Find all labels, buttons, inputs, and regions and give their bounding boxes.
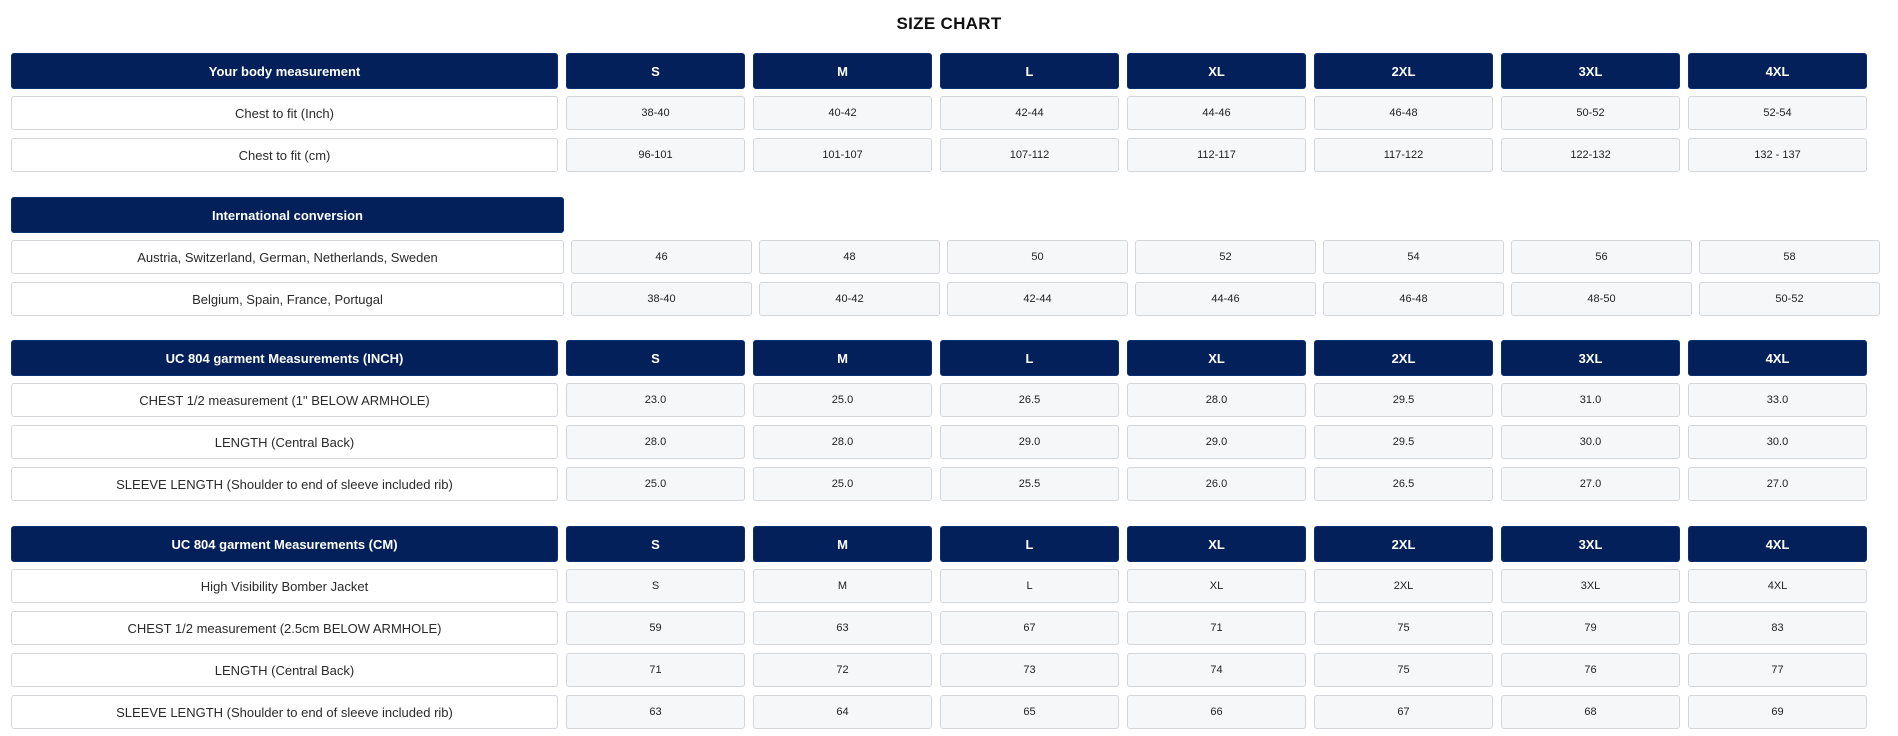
table-cell: 54 (1323, 240, 1504, 274)
table-cell: 69 (1688, 695, 1867, 729)
table-row (11, 610, 1884, 646)
table-cell: 31.0 (1501, 383, 1680, 417)
row-label: High Visibility Bomber Jacket (11, 569, 558, 603)
size-headers (566, 340, 1867, 376)
table-cell: S (566, 569, 745, 603)
table-cell: 26.5 (940, 383, 1119, 417)
page-title: SIZE CHART (896, 14, 1002, 33)
table-row (11, 568, 1884, 604)
row-label: SLEEVE LENGTH (Shoulder to end of sleeve included rib) (11, 695, 558, 729)
table-cell: 77 (1688, 653, 1867, 687)
size-header: 3XL (1501, 526, 1680, 562)
table-cell: 44-46 (1135, 282, 1316, 316)
size-header: XL (1127, 53, 1306, 89)
table-cell: 132 - 137 (1688, 138, 1867, 172)
table-row (11, 694, 1884, 730)
table-cell: 122-132 (1501, 138, 1680, 172)
header-row (11, 197, 1884, 233)
row-values (566, 138, 1867, 172)
size-header: 3XL (1501, 53, 1680, 89)
table-cell: 58 (1699, 240, 1880, 274)
row-label: CHEST 1/2 measurement (2.5cm BELOW ARMHOLE) (11, 611, 558, 645)
section-header: UC 804 garment Measurements (CM) (11, 526, 558, 562)
table-cell: 29.0 (940, 425, 1119, 459)
table-cell: 28.0 (753, 425, 932, 459)
size-header: L (940, 526, 1119, 562)
table-cell: 26.0 (1127, 467, 1306, 501)
table-cell: 67 (1314, 695, 1493, 729)
row-values (566, 569, 1867, 603)
row-values (571, 282, 1880, 316)
table-cell: 23.0 (566, 383, 745, 417)
row-values (566, 695, 1867, 729)
size-header: 2XL (1314, 526, 1493, 562)
table-cell: 30.0 (1501, 425, 1680, 459)
table-row (11, 95, 1884, 131)
table-cell: 65 (940, 695, 1119, 729)
table-cell: L (940, 569, 1119, 603)
table-cell: 79 (1501, 611, 1680, 645)
table-row (11, 281, 1884, 317)
size-header: S (566, 340, 745, 376)
size-header: XL (1127, 340, 1306, 376)
section-header: International conversion (11, 197, 564, 233)
table-cell: 101-107 (753, 138, 932, 172)
table-cell: 107-112 (940, 138, 1119, 172)
row-values (571, 240, 1880, 274)
row-values (566, 611, 1867, 645)
section-header: UC 804 garment Measurements (INCH) (11, 340, 558, 376)
table-cell: 29.5 (1314, 425, 1493, 459)
table-cell: 3XL (1501, 569, 1680, 603)
table-cell: 50 (947, 240, 1128, 274)
table-cell: 40-42 (753, 96, 932, 130)
table-cell: 117-122 (1314, 138, 1493, 172)
table-cell: 26.5 (1314, 467, 1493, 501)
table-cell: 59 (566, 611, 745, 645)
table-cell: 38-40 (571, 282, 752, 316)
row-label: SLEEVE LENGTH (Shoulder to end of sleeve included rib) (11, 467, 558, 501)
table-cell: 4XL (1688, 569, 1867, 603)
table-cell: 50-52 (1501, 96, 1680, 130)
table-cell: 75 (1314, 611, 1493, 645)
table-cell: 48-50 (1511, 282, 1692, 316)
header-row (11, 53, 1884, 89)
table-cell: 42-44 (940, 96, 1119, 130)
table-cell: 25.0 (753, 383, 932, 417)
body-measurement-section (11, 53, 1884, 179)
size-headers (566, 526, 1867, 562)
table-cell: 75 (1314, 653, 1493, 687)
header-row (11, 526, 1884, 562)
size-header: M (753, 526, 932, 562)
table-cell: 25.0 (753, 467, 932, 501)
garment-inch-section (11, 340, 1884, 508)
table-row (11, 239, 1884, 275)
table-cell: 29.5 (1314, 383, 1493, 417)
size-header: 3XL (1501, 340, 1680, 376)
table-cell: 27.0 (1501, 467, 1680, 501)
size-header: M (753, 53, 932, 89)
garment-cm-section (11, 526, 1884, 736)
table-cell: 46 (571, 240, 752, 274)
table-cell: 28.0 (1127, 383, 1306, 417)
row-label: Chest to fit (cm) (11, 138, 558, 172)
table-cell: 44-46 (1127, 96, 1306, 130)
table-cell: 66 (1127, 695, 1306, 729)
table-cell: 74 (1127, 653, 1306, 687)
header-row (11, 340, 1884, 376)
table-cell: 72 (753, 653, 932, 687)
row-values (566, 425, 1867, 459)
table-cell: 46-48 (1323, 282, 1504, 316)
table-cell: 71 (1127, 611, 1306, 645)
table-cell: 50-52 (1699, 282, 1880, 316)
table-cell: 83 (1688, 611, 1867, 645)
size-header: 2XL (1314, 53, 1493, 89)
table-cell: 67 (940, 611, 1119, 645)
section-header: Your body measurement (11, 53, 558, 89)
table-cell: 48 (759, 240, 940, 274)
table-cell: 71 (566, 653, 745, 687)
table-row (11, 466, 1884, 502)
table-cell: 38-40 (566, 96, 745, 130)
table-cell: 27.0 (1688, 467, 1867, 501)
size-header: 4XL (1688, 53, 1867, 89)
table-cell: 63 (753, 611, 932, 645)
size-header: 2XL (1314, 340, 1493, 376)
size-header: L (940, 53, 1119, 89)
size-header: S (566, 526, 745, 562)
table-cell: 42-44 (947, 282, 1128, 316)
row-values (566, 653, 1867, 687)
table-cell: 33.0 (1688, 383, 1867, 417)
table-cell: 30.0 (1688, 425, 1867, 459)
row-label: Chest to fit (Inch) (11, 96, 558, 130)
size-header: S (566, 53, 745, 89)
table-cell: M (753, 569, 932, 603)
table-cell: 96-101 (566, 138, 745, 172)
row-label: LENGTH (Central Back) (11, 425, 558, 459)
table-cell: 73 (940, 653, 1119, 687)
table-cell: 25.0 (566, 467, 745, 501)
table-cell: 76 (1501, 653, 1680, 687)
table-cell: 40-42 (759, 282, 940, 316)
table-cell: 25.5 (940, 467, 1119, 501)
table-cell: XL (1127, 569, 1306, 603)
table-cell: 29.0 (1127, 425, 1306, 459)
size-headers (566, 53, 1867, 89)
row-label: Austria, Switzerland, German, Netherlands, Sweden (11, 240, 564, 274)
row-label: LENGTH (Central Back) (11, 653, 558, 687)
table-row (11, 424, 1884, 460)
table-cell: 2XL (1314, 569, 1493, 603)
table-cell: 28.0 (566, 425, 745, 459)
size-header: 4XL (1688, 340, 1867, 376)
row-values (566, 467, 1867, 501)
size-header: L (940, 340, 1119, 376)
row-label: CHEST 1/2 measurement (1" BELOW ARMHOLE) (11, 383, 558, 417)
row-values (566, 96, 1867, 130)
table-row (11, 652, 1884, 688)
table-cell: 56 (1511, 240, 1692, 274)
table-cell: 46-48 (1314, 96, 1493, 130)
table-cell: 64 (753, 695, 932, 729)
size-header: XL (1127, 526, 1306, 562)
table-cell: 52 (1135, 240, 1316, 274)
size-header: 4XL (1688, 526, 1867, 562)
row-label: Belgium, Spain, France, Portugal (11, 282, 564, 316)
table-cell: 63 (566, 695, 745, 729)
table-cell: 68 (1501, 695, 1680, 729)
table-cell: 52-54 (1688, 96, 1867, 130)
table-row (11, 137, 1884, 173)
table-cell: 112-117 (1127, 138, 1306, 172)
table-row (11, 382, 1884, 418)
row-values (566, 383, 1867, 417)
size-header: M (753, 340, 932, 376)
international-conversion-section (11, 197, 1884, 323)
